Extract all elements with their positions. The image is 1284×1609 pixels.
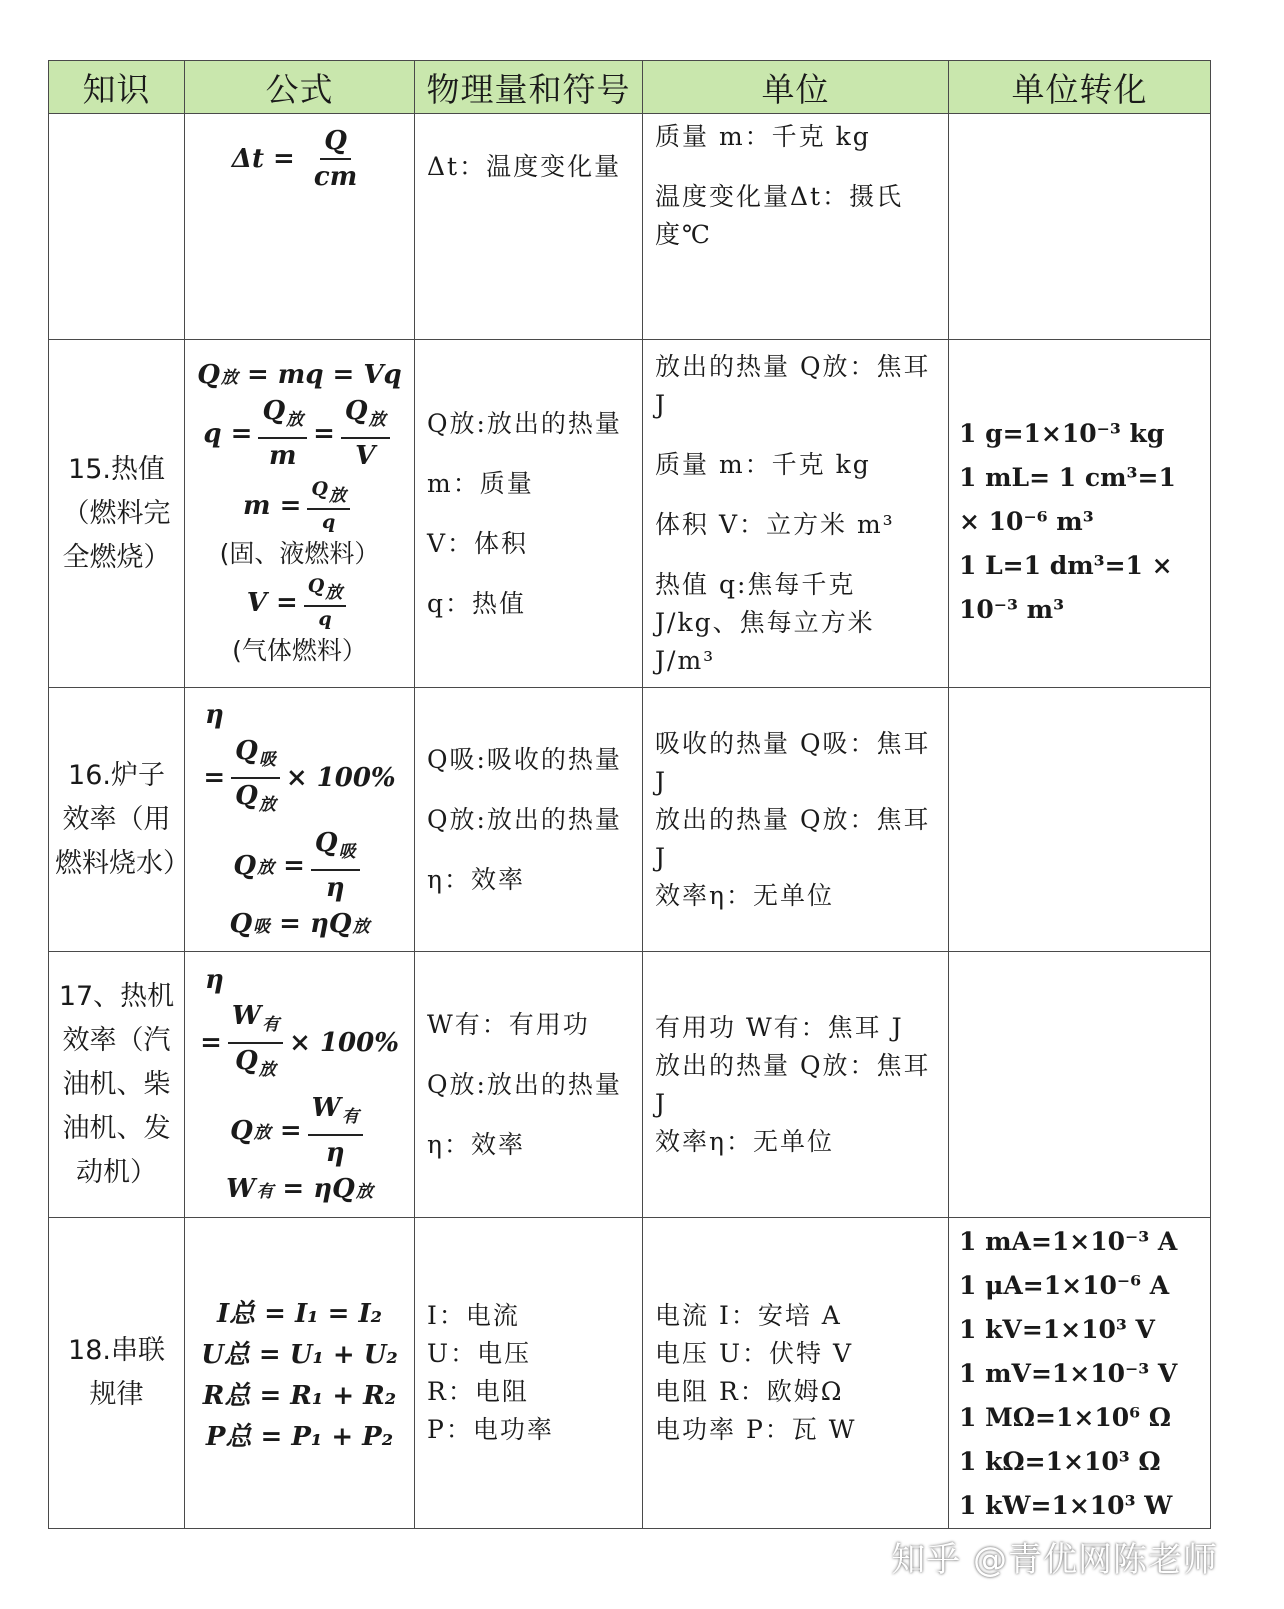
formula-line: q = $\frac{Q_放}{m}$ = $\frac{Q_放}{V}$ <box>185 394 414 473</box>
unit-item: 质量 m：千克 kg <box>655 449 871 479</box>
fraction-denominator: cm <box>313 162 358 192</box>
unit-item: 有用功 W有：焦耳 J <box>655 1012 904 1042</box>
conversion-cell <box>949 952 1211 1218</box>
formula-line: R总 = R₁ + R₂ <box>202 1381 397 1411</box>
quantity-cell <box>415 340 643 688</box>
conversion-cell <box>949 688 1211 952</box>
table-row <box>49 340 1211 688</box>
header-formula: 公式 <box>185 61 415 114</box>
unit-item: 电流 I：安培 A <box>655 1301 842 1330</box>
formula-line: P总 = P₁ + P₂ <box>205 1422 394 1452</box>
unit-item: 体积 V：立方米 m³ <box>655 509 895 539</box>
formula-line: U总 = U₁ + U₂ <box>201 1340 398 1370</box>
topic-cell: 16.炉子效率（用燃料烧水） <box>49 688 185 952</box>
unit-item: 效率η：无单位 <box>655 880 834 910</box>
unit-item: 温度变化量Δt：摄氏度℃ <box>655 182 904 249</box>
quantity-item: U：电压 <box>427 1339 532 1368</box>
conversion-item: 1 MΩ=1×10⁶ Ω <box>959 1403 1172 1432</box>
topic-cell: 17、热机效率（汽油机、柴油机、发动机） <box>49 952 185 1218</box>
quantity-item: I：电流 <box>427 1301 520 1330</box>
formula-line: Q 吸 = η Q 放 <box>229 909 370 939</box>
conversion-cell <box>949 114 1211 340</box>
formula-line: Q 放 = $\frac{W_有}{\eta}$ <box>185 1091 414 1170</box>
unit-item: 热值 q:焦每千克 J/kg、焦每立方米 J/m³ <box>655 569 875 675</box>
physics-formula-table <box>48 60 1211 1529</box>
unit-item: 放出的热量 Q放：焦耳 J <box>655 351 931 419</box>
conversion-item: 1 g=1×10⁻³ kg <box>959 419 1165 448</box>
header-quantity: 物理量和符号 <box>415 61 643 114</box>
topic-cell: 18.串联规律 <box>49 1218 185 1529</box>
unit-item: 质量 m：千克 kg <box>655 122 871 151</box>
quantity-cell <box>415 114 643 340</box>
quantity-cell <box>415 688 643 952</box>
conversion-item: 1 kΩ=1×10³ Ω <box>959 1447 1161 1476</box>
fraction-numerator: Q <box>320 124 351 160</box>
quantity-cell <box>415 952 643 1218</box>
formula-line: η <box>205 965 224 995</box>
quantity-item: Q放:放出的热量 <box>427 804 622 834</box>
unit-cell <box>643 688 949 952</box>
fraction <box>310 124 361 194</box>
formula-line: Δt = $\frac{Q}{cm}$ <box>185 124 414 194</box>
unit-item: 电阻 R：欧姆Ω <box>655 1377 844 1406</box>
quantity-item: R：电阻 <box>427 1377 529 1406</box>
conversion-item: 1 kW=1×10³ W <box>959 1491 1173 1520</box>
formula-line: I总 = I₁ = I₂ <box>216 1299 383 1329</box>
formula-line: = $\frac{Q_吸}{Q_放}$ × 100% <box>203 736 396 815</box>
unit-item: 放出的热量 Q放：焦耳 J <box>655 1050 931 1118</box>
quantity-item: q：热值 <box>427 588 527 618</box>
formula-line: m = $\frac{\text{Q放}}{q}$ (固、液燃料） <box>219 478 380 568</box>
topic-cell: 15.热值（燃料完全燃烧） <box>49 340 185 688</box>
quantity-cell <box>415 1218 643 1529</box>
header-row <box>49 61 1211 114</box>
conversion-item: 1 L=1 dm³=1 × 10⁻³ m³ <box>959 551 1173 624</box>
unit-item: 电功率 P：瓦 W <box>655 1415 857 1444</box>
formula-line: V = $\frac{\text{Q放}}{q}$ (气体燃料） <box>232 575 367 665</box>
conversion-cell <box>949 340 1211 688</box>
table-row <box>49 688 1211 952</box>
quantity-item: Δt：温度变化量 <box>427 152 622 181</box>
quantity-item: Q吸:吸收的热量 <box>427 744 622 774</box>
formula-lhs: Δt <box>231 144 264 174</box>
unit-cell <box>643 952 949 1218</box>
quantity-item: η：效率 <box>427 1129 525 1159</box>
formula-line: η <box>205 700 224 730</box>
conversion-item: 1 kV=1×10³ V <box>959 1315 1155 1344</box>
header-conversion: 单位转化 <box>949 61 1211 114</box>
conversion-cell <box>949 1218 1211 1529</box>
header-topic: 知识 <box>49 61 185 114</box>
unit-item: 效率η：无单位 <box>655 1126 834 1156</box>
quantity-item: Q放:放出的热量 <box>427 1069 622 1099</box>
formula-line: W 有 = η Q 放 <box>226 1174 373 1204</box>
formula-cell <box>185 1218 415 1529</box>
conversion-item: 1 mL= 1 cm³=1 × 10⁻⁶ m³ <box>959 463 1176 536</box>
conversion-item: 1 mV=1×10⁻³ V <box>959 1359 1178 1388</box>
conversion-item: 1 mA=1×10⁻³ A <box>959 1227 1178 1256</box>
topic-cell <box>49 114 185 340</box>
quantity-item: P：电功率 <box>427 1415 554 1444</box>
header-unit: 单位 <box>643 61 949 114</box>
unit-cell <box>643 1218 949 1529</box>
table-row <box>49 952 1211 1218</box>
conversion-item: 1 μA=1×10⁻⁶ A <box>959 1271 1170 1300</box>
formula-line: Q 放 = $\frac{Q_吸}{\eta}$ <box>185 826 414 905</box>
formula-cell <box>185 688 415 952</box>
formula-cell <box>185 340 415 688</box>
quantity-item: m：质量 <box>427 468 534 498</box>
quantity-item: η：效率 <box>427 864 525 894</box>
formula-line: = $\frac{W_有}{Q_放}$ × 100% <box>200 1001 399 1080</box>
formula-cell <box>185 114 415 340</box>
table-row <box>49 114 1211 340</box>
table-row <box>49 1218 1211 1529</box>
unit-item: 电压 U：伏特 V <box>655 1339 854 1368</box>
unit-cell <box>643 340 949 688</box>
quantity-item: W有：有用功 <box>427 1009 590 1039</box>
unit-cell <box>643 114 949 340</box>
formula-line: Q 放 = mq = Vq <box>197 360 402 390</box>
quantity-item: Q放:放出的热量 <box>427 408 622 438</box>
watermark: 知乎 @青优网陈老师 <box>891 1540 1218 1580</box>
unit-item: 吸收的热量 Q吸：焦耳 J <box>655 728 931 796</box>
quantity-item: V：体积 <box>427 528 529 558</box>
formula-cell <box>185 952 415 1218</box>
unit-item: 放出的热量 Q放：焦耳 J <box>655 804 931 872</box>
